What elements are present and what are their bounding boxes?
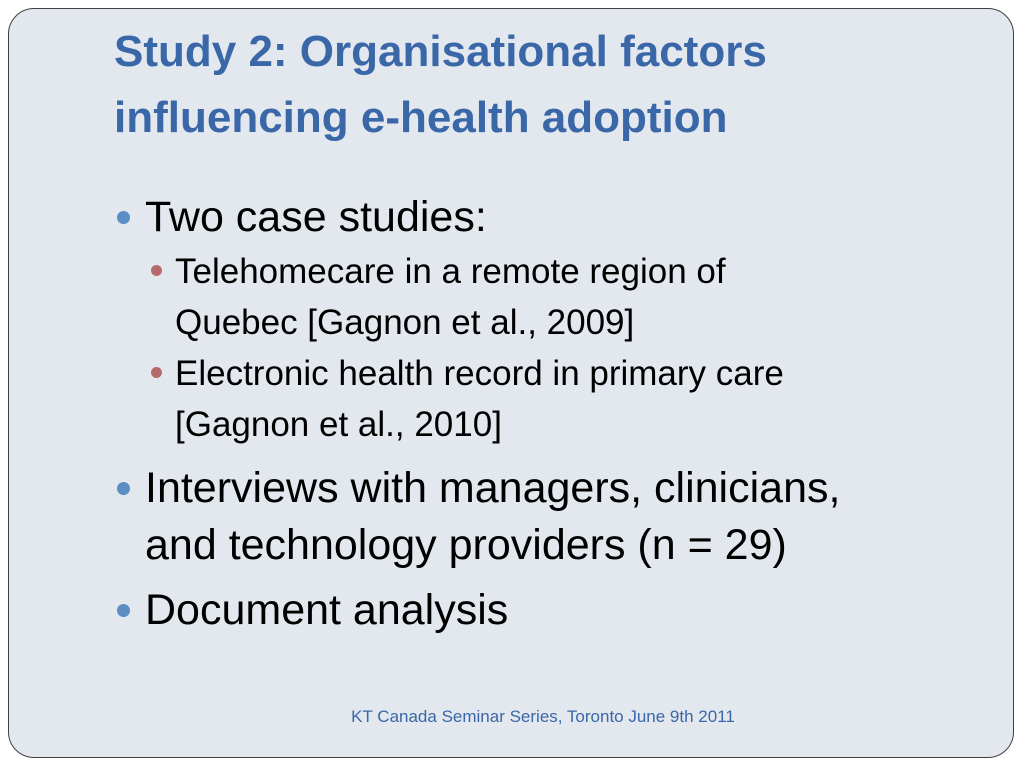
slide-footer: KT Canada Seminar Series, Toronto June 9th 2011 <box>351 707 735 726</box>
bullet-list <box>117 189 997 639</box>
slide-title-line-1: Study 2: Organisational factors <box>114 27 767 76</box>
sub-bullet-line-2: Quebec [Gagnon et al., 2009] <box>175 303 635 342</box>
bullet-line-2: and technology providers (n = 29) <box>145 521 787 569</box>
sub-bullet-line-1: Telehomecare in a remote region of <box>175 252 726 291</box>
bullet-dot-icon <box>117 604 130 617</box>
sub-bullet-dot-icon <box>151 265 162 276</box>
bullet-dot-icon <box>117 482 130 495</box>
bullet-document-analysis <box>117 582 997 639</box>
sub-bullet-dot-icon <box>151 367 162 378</box>
sub-bullet-telehomecare <box>117 246 997 348</box>
slide-title-line-2: influencing e-health adoption <box>114 93 728 142</box>
sub-bullet-electronic-health-record <box>117 348 997 450</box>
bullet-text: Document analysis <box>145 586 509 634</box>
bullet-interviews <box>117 460 997 574</box>
bullet-text: Two case studies: <box>145 193 487 241</box>
slide <box>8 8 1014 758</box>
slide-title <box>114 19 974 151</box>
bullet-line-1: Interviews with managers, clinicians, <box>145 464 841 512</box>
sub-bullet-line-2: [Gagnon et al., 2010] <box>175 405 502 444</box>
bullet-dot-icon <box>117 211 130 224</box>
bullet-two-case-studies <box>117 189 997 246</box>
sub-bullet-line-1: Electronic health record in primary care <box>175 354 784 393</box>
